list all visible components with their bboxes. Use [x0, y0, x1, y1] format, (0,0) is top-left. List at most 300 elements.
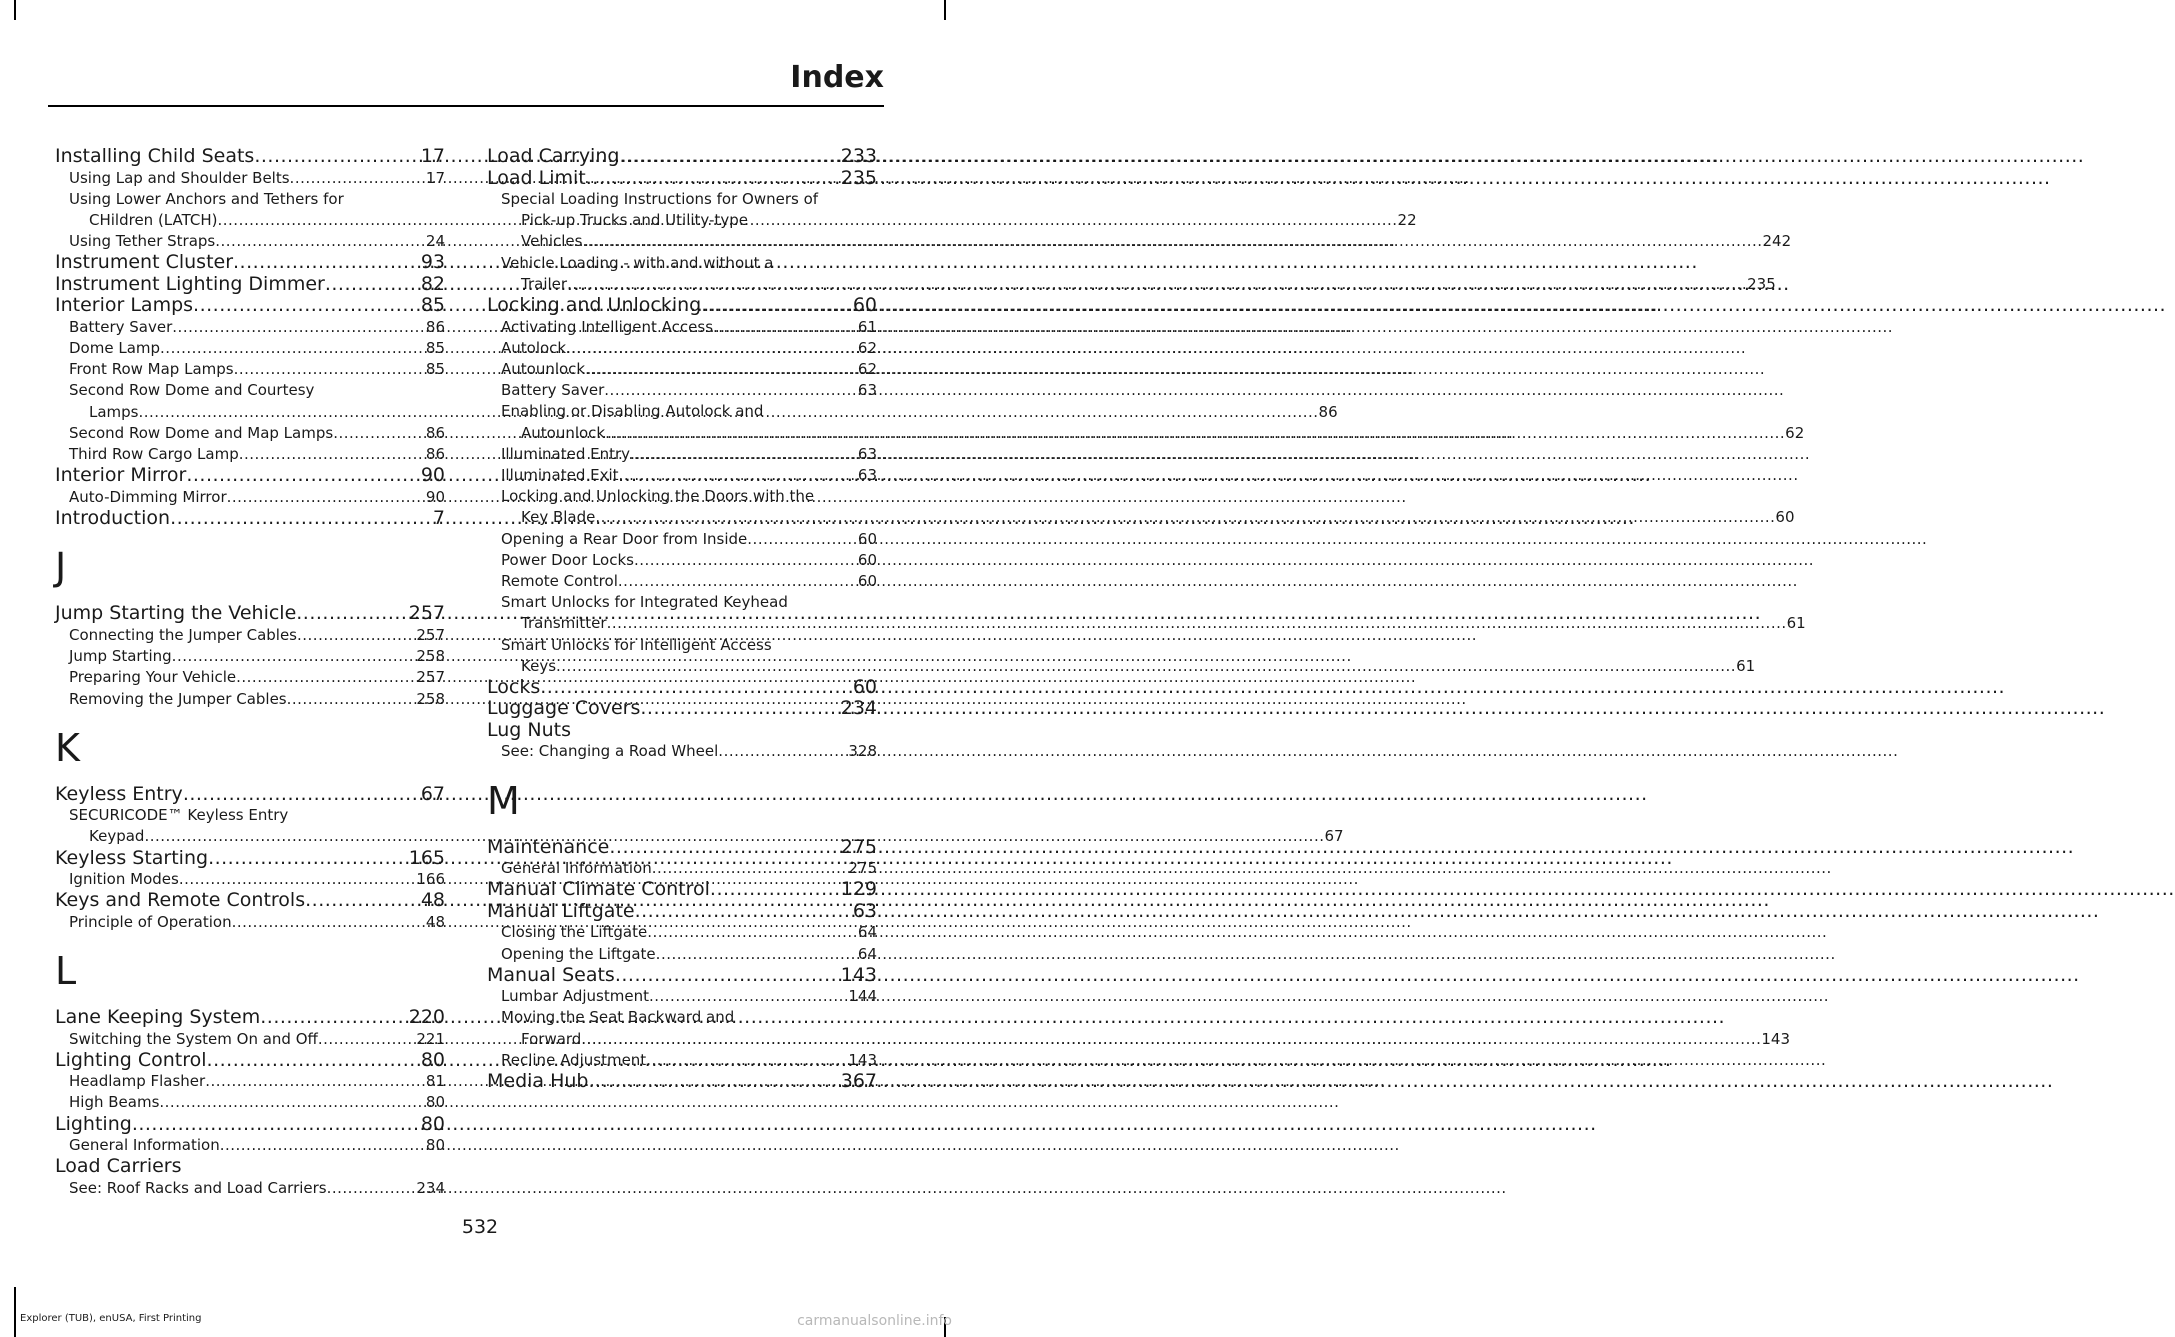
page-ref: 220 — [408, 1006, 445, 1029]
page-ref: 17 — [425, 168, 445, 187]
entry-row — [69, 1092, 445, 1113]
page-ref: 61 — [1786, 614, 1806, 633]
entry-text: Battery Saver — [69, 317, 173, 336]
entry-text: High Beams — [69, 1093, 160, 1112]
entry-text: Load Limit — [487, 166, 586, 189]
entry-text: Keyless Entry — [55, 782, 183, 805]
entry-text-continued: Key Blade — [521, 508, 596, 527]
dot-leader — [254, 146, 420, 168]
index-subentry[interactable] — [55, 168, 445, 189]
dot-leader — [634, 550, 858, 571]
dot-leader — [179, 869, 417, 890]
dot-leader — [605, 424, 1785, 442]
index-subentry[interactable] — [487, 944, 877, 965]
index-subentry[interactable] — [55, 231, 445, 252]
entry-row — [501, 944, 877, 965]
index-subentry[interactable] — [487, 741, 877, 762]
entry-text: Instrument Cluster — [55, 251, 234, 274]
entry-row — [69, 231, 445, 252]
page-number: 532 — [461, 1216, 499, 1238]
page-ref: 221 — [416, 1029, 445, 1048]
dot-leader — [589, 1071, 841, 1093]
index-subentry[interactable] — [55, 1178, 445, 1199]
entry-text: Keyless Starting — [55, 846, 209, 869]
page-ref: 143 — [848, 1050, 877, 1069]
entry-text: Using Lower Anchors and Tethers for — [69, 189, 344, 208]
entry-text: Dome Lamp — [69, 339, 161, 358]
page-ref: 60 — [857, 571, 877, 590]
dot-leader — [619, 465, 858, 486]
index-subentry[interactable] — [487, 592, 1806, 634]
entry-row — [487, 879, 877, 901]
dot-leader — [325, 274, 421, 296]
entry-text: General Information — [69, 1136, 220, 1155]
page-ref: 61 — [1736, 656, 1756, 675]
page-ref: 64 — [857, 944, 877, 963]
entry-row — [55, 465, 445, 487]
entry-text-continued: Keys — [521, 656, 557, 675]
index-entry[interactable] — [487, 677, 877, 699]
index-subentry[interactable] — [55, 487, 445, 508]
entry-text: Special Loading Instructions for Owners of — [501, 190, 819, 208]
page-ref: 328 — [848, 742, 877, 761]
index-entry[interactable] — [55, 784, 445, 806]
index-entry[interactable] — [55, 1050, 445, 1072]
entry-text: SECURICODE™ Keyless Entry — [69, 806, 289, 825]
index-subentry[interactable] — [55, 646, 445, 667]
entry-text: Illuminated Exit — [501, 465, 619, 484]
page-ref: 85 — [420, 294, 445, 317]
dot-leader — [713, 317, 858, 338]
index-entry[interactable] — [55, 465, 445, 487]
entry-row — [55, 1114, 445, 1136]
index-subentry[interactable] — [487, 1050, 877, 1071]
entry-text: Media Hub — [487, 1070, 589, 1093]
entry-row — [487, 837, 877, 859]
dot-leader — [649, 986, 848, 1007]
entry-row — [69, 689, 445, 710]
entry-text: Principle of Operation — [69, 912, 232, 931]
entry-row — [487, 965, 877, 987]
crop-mark-top-right — [944, 0, 946, 20]
dot-leader — [207, 1050, 421, 1072]
page-ref: 90 — [425, 487, 445, 506]
crop-mark-bottom-left — [14, 1287, 16, 1337]
index-subentry[interactable] — [487, 380, 877, 401]
index-subentry[interactable] — [55, 317, 445, 338]
dot-leader — [172, 646, 417, 667]
index-subentry[interactable] — [487, 986, 877, 1007]
index-subentry[interactable] — [55, 338, 445, 359]
page-ref: 7 — [432, 506, 445, 529]
entry-text: Instrument Lighting Dimmer — [55, 272, 325, 295]
entry-text: Lane Keeping System — [55, 1006, 261, 1029]
entry-text: Second Row Dome and Courtesy — [69, 381, 315, 400]
entry-text: Vehicle Loading - with and without a — [501, 253, 774, 272]
index-entry[interactable] — [487, 879, 877, 901]
dot-leader — [652, 858, 849, 879]
page-ref: 234 — [840, 697, 877, 720]
dot-leader — [220, 1135, 426, 1156]
index-entry[interactable] — [55, 295, 445, 317]
entry-row — [69, 625, 445, 646]
page-ref: 80 — [420, 1112, 445, 1135]
entry-text: Headlamp Flasher — [69, 1072, 206, 1091]
entry-text: Keys and Remote Controls — [55, 889, 306, 912]
dot-leader — [710, 879, 841, 901]
entry-text: Enabling or Disabling Autolock and — [501, 402, 764, 421]
index-entry[interactable] — [487, 295, 877, 317]
entry-text: Preparing Your Vehicle — [69, 668, 237, 687]
entry-text: See: Changing a Road Wheel — [501, 742, 719, 761]
dot-leader — [318, 1029, 417, 1050]
index-entry[interactable] — [487, 168, 877, 190]
index-entry[interactable] — [55, 146, 445, 168]
footer-book-info: Explorer (TUB), enUSA, First Printing — [20, 1313, 202, 1324]
dot-leader — [183, 784, 421, 806]
index-entry[interactable] — [487, 901, 877, 923]
page-ref: 60 — [857, 550, 877, 569]
page-ref: 143 — [840, 963, 877, 986]
entry-text: Using Lap and Shoulder Belts — [69, 168, 290, 187]
entry-text: Luggage Covers — [487, 697, 641, 720]
dot-leader — [607, 614, 1787, 632]
index-entry[interactable] — [487, 1071, 877, 1093]
header-rule — [48, 105, 884, 107]
dot-leader — [186, 465, 420, 487]
page-ref: 63 — [857, 444, 877, 463]
dot-leader — [581, 1030, 1761, 1048]
entry-row — [69, 338, 445, 359]
entry-row — [55, 603, 445, 625]
entry-text: Jump Starting the Vehicle — [55, 602, 297, 625]
dot-leader — [333, 423, 426, 444]
page-ref: 235 — [840, 166, 877, 189]
page-ref: 86 — [425, 445, 445, 464]
entry-row — [501, 922, 877, 943]
page-ref: 48 — [420, 889, 445, 912]
page-ref: 67 — [1324, 827, 1344, 846]
entry-text: General Information — [501, 859, 652, 878]
index-subentry[interactable] — [55, 359, 445, 380]
index-subentry[interactable] — [55, 667, 445, 688]
entry-text: Smart Unlocks for Integrated Keyhead — [501, 593, 788, 612]
entry-text: Front Row Map Lamps — [69, 360, 234, 379]
index-entry[interactable] — [487, 837, 877, 859]
dot-leader — [701, 295, 853, 317]
index-subentry[interactable] — [487, 465, 877, 486]
entry-row — [487, 901, 877, 923]
entry-text: Using Tether Straps — [69, 232, 216, 251]
entry-row — [501, 231, 1792, 252]
section-letter: M — [487, 778, 520, 823]
entry-row — [501, 380, 877, 401]
page-ref: 48 — [425, 912, 445, 931]
dot-leader — [540, 677, 853, 699]
index-subentry[interactable] — [55, 1071, 445, 1092]
entry-text: Battery Saver — [501, 381, 605, 400]
entry-row — [69, 423, 445, 444]
entry-row — [69, 912, 445, 933]
dot-leader — [234, 359, 426, 380]
page-ref: 62 — [857, 359, 877, 378]
entry-row — [487, 146, 877, 168]
index-subentry[interactable] — [487, 1007, 1791, 1049]
index-subentry[interactable] — [55, 625, 445, 646]
page-ref: 257 — [416, 668, 445, 687]
index-entry[interactable] — [487, 720, 877, 742]
entry-row — [487, 1071, 877, 1093]
entry-row — [69, 444, 445, 465]
index-subentry[interactable] — [487, 317, 877, 338]
index-subentry[interactable] — [487, 922, 877, 943]
entry-row — [69, 646, 445, 667]
entry-row — [69, 667, 445, 688]
section-letter: K — [55, 725, 80, 770]
page-ref: 62 — [1785, 423, 1805, 442]
index-entry[interactable] — [55, 1156, 445, 1178]
page-ref: 257 — [408, 602, 445, 625]
page-ref: 80 — [425, 1093, 445, 1112]
entry-row — [69, 1071, 445, 1092]
entry-row — [501, 656, 1756, 677]
entry-text: Lighting Control — [55, 1048, 207, 1071]
entry-text: Locking and Unlocking — [487, 294, 702, 317]
entry-row — [55, 146, 445, 168]
index-entry[interactable] — [487, 965, 877, 987]
section-letter: J — [55, 545, 67, 590]
entry-text: Closing the Liftgate — [501, 923, 648, 942]
page-ref: 63 — [857, 381, 877, 400]
dot-leader — [566, 338, 858, 359]
entry-row — [501, 613, 1806, 634]
entry-text: Moving the Seat Backward and — [501, 1008, 735, 1027]
dot-leader — [586, 168, 841, 190]
index-subentry[interactable] — [487, 444, 877, 465]
index-subentry[interactable] — [487, 858, 877, 879]
entry-row — [501, 741, 877, 762]
entry-text: Load Carriers — [55, 1155, 182, 1178]
index-entry[interactable] — [487, 698, 877, 720]
dot-leader — [604, 380, 858, 401]
dot-leader — [327, 1178, 417, 1199]
entry-row — [487, 720, 877, 742]
entry-row — [501, 359, 877, 380]
index-subentry[interactable] — [55, 444, 445, 465]
index-subentry[interactable] — [55, 912, 445, 933]
entry-row — [501, 529, 877, 550]
page-ref: 143 — [1761, 1029, 1791, 1048]
page-ref: 86 — [1318, 402, 1338, 421]
entry-text: Autolock — [501, 338, 567, 357]
dot-leader — [640, 698, 840, 720]
entry-row — [55, 252, 445, 274]
entry-text: Manual Liftgate — [487, 899, 635, 922]
index-subentry[interactable] — [487, 253, 1776, 295]
page-ref: 86 — [425, 423, 445, 442]
entry-row — [55, 295, 445, 317]
dot-leader — [646, 1050, 848, 1071]
entry-text: Jump Starting — [69, 647, 172, 666]
dot-leader — [585, 359, 858, 380]
page-ref: 63 — [852, 899, 877, 922]
entry-row — [487, 295, 877, 317]
page-ref: 258 — [416, 689, 445, 708]
page-ref: 257 — [416, 625, 445, 644]
dot-leader — [227, 487, 426, 508]
index-subentry[interactable] — [487, 529, 877, 550]
entry-text-continued: Transmitter — [521, 614, 607, 633]
dot-leader — [208, 848, 409, 870]
index-entry[interactable] — [55, 848, 445, 870]
entry-row — [55, 784, 445, 806]
index-subentry[interactable] — [487, 359, 877, 380]
index-subentry[interactable] — [487, 550, 877, 571]
entry-row — [501, 317, 877, 338]
entry-text-continued: Lamps — [89, 402, 139, 421]
dot-leader — [232, 912, 426, 933]
entry-text: Remote Control — [501, 571, 618, 590]
index-entry[interactable] — [55, 274, 445, 296]
entry-text: Removing the Jumper Cables — [69, 689, 287, 708]
entry-text-continued: Trailer — [521, 274, 568, 293]
entry-text: Second Row Dome and Map Lamps — [69, 423, 334, 442]
index-subentry[interactable] — [487, 486, 1795, 528]
page-ref: 82 — [420, 272, 445, 295]
dot-leader — [236, 667, 416, 688]
index-subentry[interactable] — [487, 635, 1756, 677]
index-subentry[interactable] — [55, 689, 445, 710]
page-ref: 22 — [1397, 210, 1417, 229]
dot-leader — [630, 444, 858, 465]
dot-leader — [159, 1092, 426, 1113]
page-ref: 275 — [840, 835, 877, 858]
page-ref: 367 — [840, 1070, 877, 1093]
page-ref: 64 — [857, 923, 877, 942]
dot-leader — [193, 295, 421, 317]
entry-row — [501, 444, 877, 465]
dot-leader — [233, 252, 421, 274]
entry-row — [69, 359, 445, 380]
dot-leader — [582, 232, 1762, 250]
crop-mark-top-left — [14, 0, 16, 20]
entry-row — [501, 1050, 877, 1071]
entry-text: Locking and Unlocking the Doors with the — [501, 487, 815, 506]
section-letter: L — [55, 949, 77, 994]
entry-row — [501, 423, 1805, 444]
index-subentry[interactable] — [55, 1029, 445, 1050]
dot-leader — [619, 146, 840, 168]
entry-text-continued: CHildren (LATCH) — [89, 210, 218, 229]
entry-row — [69, 869, 445, 890]
dot-leader — [170, 508, 433, 530]
dot-leader — [635, 901, 853, 923]
page-ref: 80 — [425, 1136, 445, 1155]
entry-text: Lighting — [55, 1112, 132, 1135]
dot-leader — [656, 944, 858, 965]
index-entry[interactable] — [55, 1007, 445, 1029]
dot-leader — [595, 508, 1775, 526]
entry-text: Ignition Modes — [69, 870, 179, 889]
dot-leader — [205, 1071, 426, 1092]
index-entry[interactable] — [55, 252, 445, 274]
dot-leader — [260, 1007, 409, 1029]
entry-row — [55, 274, 445, 296]
entry-text: Installing Child Seats — [55, 145, 255, 167]
entry-row — [501, 274, 1776, 295]
dot-leader — [297, 625, 416, 646]
page-ref: 275 — [848, 859, 877, 878]
page-ref: 129 — [840, 878, 877, 901]
index-subentry[interactable] — [55, 1135, 445, 1156]
entry-row — [487, 168, 877, 190]
entry-text-continued: Forward — [521, 1029, 582, 1048]
dot-leader — [172, 317, 426, 338]
index-subentry[interactable] — [487, 338, 877, 359]
page-ref: 85 — [425, 360, 445, 379]
entry-text: Auto-Dimming Mirror — [69, 487, 227, 506]
entry-row — [501, 858, 877, 879]
entry-row — [501, 465, 877, 486]
entry-row — [501, 986, 877, 1007]
entry-text: Illuminated Entry — [501, 444, 631, 463]
index-entry[interactable] — [487, 146, 877, 168]
page-ref: 60 — [857, 529, 877, 548]
page-ref: 234 — [416, 1178, 445, 1197]
page-ref: 61 — [857, 317, 877, 336]
dot-leader — [287, 689, 417, 710]
entry-text: Load Carrying — [487, 145, 620, 167]
entry-row — [55, 508, 445, 530]
index-entry[interactable] — [55, 890, 445, 912]
dot-leader — [290, 168, 426, 189]
entry-text: Locks — [487, 675, 541, 698]
dot-leader — [718, 741, 848, 762]
entry-row — [55, 1050, 445, 1072]
entry-text: Activating Intelligent Access — [501, 317, 714, 336]
page-ref: 81 — [425, 1072, 445, 1091]
page-ref: 86 — [425, 317, 445, 336]
entry-row — [69, 1029, 445, 1050]
entry-text: Opening the Liftgate — [501, 944, 656, 963]
dot-leader — [215, 231, 426, 252]
index-subentry[interactable] — [487, 571, 877, 592]
index-subentry[interactable] — [55, 869, 445, 890]
dot-leader — [618, 571, 858, 592]
dot-leader — [296, 603, 408, 625]
index-subentry[interactable] — [55, 1092, 445, 1113]
entry-row — [55, 1156, 445, 1178]
entry-text-continued: Autounlock — [521, 423, 606, 442]
entry-text: Interior Mirror — [55, 464, 187, 487]
entry-row — [69, 487, 445, 508]
index-entry[interactable] — [55, 508, 445, 530]
entry-text-continued: Vehicles — [521, 232, 583, 251]
index-entry[interactable] — [55, 1114, 445, 1136]
dot-leader — [556, 657, 1736, 675]
index-entry[interactable] — [55, 603, 445, 625]
dot-leader — [609, 837, 840, 859]
entry-text: Switching the System On and Off — [69, 1029, 318, 1048]
entry-row — [487, 677, 877, 699]
entry-row — [55, 890, 445, 912]
dot-leader — [132, 1114, 421, 1136]
entry-row — [55, 848, 445, 870]
entry-row — [501, 507, 1795, 528]
page-ref: 60 — [852, 675, 877, 698]
entry-text-continued: Keypad — [89, 827, 145, 846]
index-subentry[interactable] — [55, 423, 445, 444]
